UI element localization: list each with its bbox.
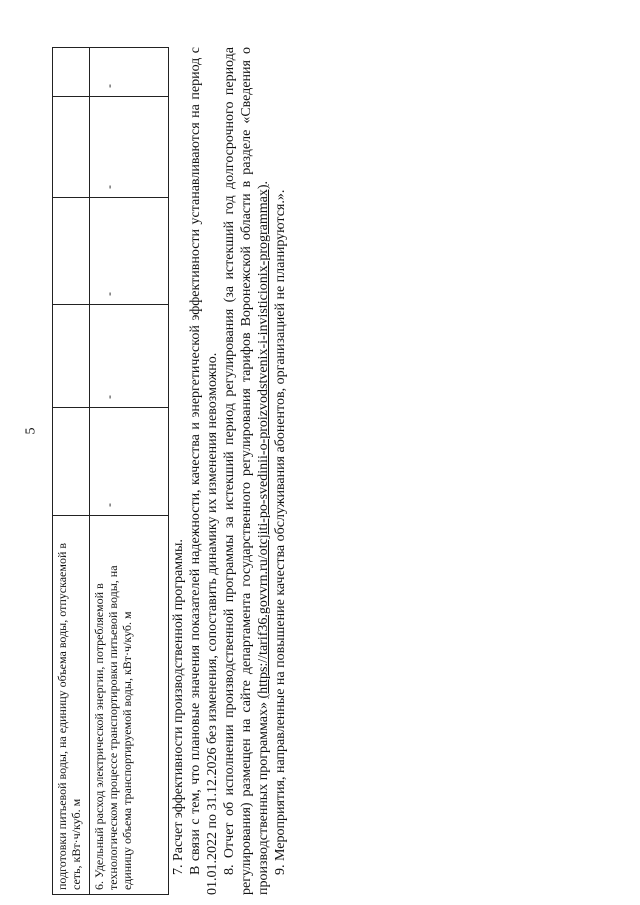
indicator-name-cell: 6. Удельный расход электрической энергии, потребляемой в технологическом процессе транспортировки питьевой воды, на единицу объема транспортируемой воды, кВт·ч/куб. м bbox=[90, 516, 169, 895]
table-row bbox=[90, 48, 169, 895]
value-cell: - bbox=[90, 198, 169, 305]
section-8-end: . bbox=[256, 180, 271, 185]
value-cell: - bbox=[90, 305, 169, 408]
document-content bbox=[52, 40, 364, 895]
page-number: 5 bbox=[23, 427, 39, 435]
programs-report-link[interactable]: (https://tarif36.govvrn.ru/otcjiti-po-svedinii-o-proizvodstvenix-i-invisticionix-programmax) bbox=[256, 184, 271, 699]
section-8-text: 8. Отчет об исполнении производственной программы за истекший период регулирования (за истекший год долгосрочного периода регулирования) размещен на сайте департамента государственного регулирования тарифов Воронежской области в разделе «Сведения о производственных программах» bbox=[222, 47, 271, 895]
indicator-name-cell: подготовки питьевой воды, на единицу объема воды, отпускаемой в сеть, кВт·ч/куб. м bbox=[53, 516, 90, 895]
section-8-paragraph bbox=[221, 47, 272, 895]
value-cell: - bbox=[90, 97, 169, 198]
value-cell bbox=[53, 305, 90, 408]
value-cell: - bbox=[90, 408, 169, 516]
value-cell bbox=[53, 48, 90, 97]
value-cell: - bbox=[90, 48, 169, 97]
section-7-paragraph: В связи с тем, что плановые значения показателей надежности, качества и энергетической эффективности устанавливаются на период с 01.01.2022 по 31.12.2026 без изменения, сопоставить динамику их изменения невозможно. bbox=[188, 47, 220, 895]
table-row bbox=[53, 48, 90, 895]
body-text bbox=[170, 47, 289, 895]
value-cell bbox=[53, 198, 90, 305]
value-cell bbox=[53, 408, 90, 516]
section-9-paragraph: 9. Мероприятия, направленные на повышение качества обслуживания абонентов, организацией не планируются.». bbox=[273, 189, 288, 875]
efficiency-indicators-table bbox=[52, 47, 169, 895]
section-7-heading: 7. Расчет эффективности производственной программы. bbox=[171, 539, 186, 875]
value-cell bbox=[53, 97, 90, 198]
